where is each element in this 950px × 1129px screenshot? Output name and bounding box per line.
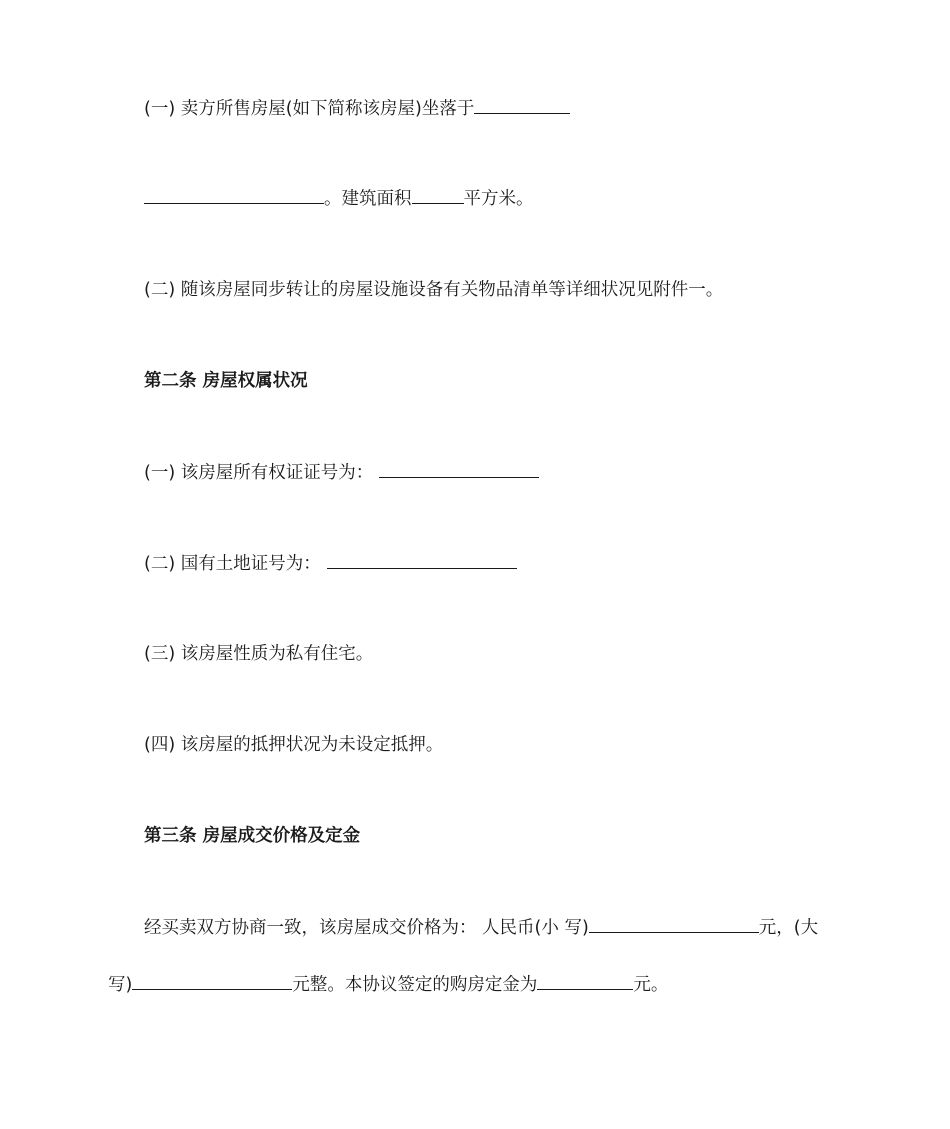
area-label: 。建筑面积: [324, 189, 412, 209]
clause-2-1: [144, 460, 539, 485]
clause-3-para-cont: [108, 972, 668, 997]
price-text: 经买卖双方协商一致，该房屋成交价格为： 人民币(小 写): [144, 918, 589, 938]
deposit-unit: 元。: [633, 975, 669, 995]
clause-2-2-text: (二) 国有土地证号为：: [144, 554, 321, 574]
article-3-heading: 第三条 房屋成交价格及定金: [144, 826, 361, 846]
ownership-cert-blank[interactable]: [379, 460, 539, 478]
clause-2-2: [144, 551, 517, 576]
land-cert-blank[interactable]: [327, 551, 517, 569]
deposit-text: 元整。本协议签定的购房定金为: [292, 975, 538, 995]
article-2-heading: 第二条 房屋权属状况: [144, 371, 308, 391]
price-small-blank[interactable]: [589, 915, 759, 933]
clause-3-para: [144, 915, 818, 940]
area-unit: 平方米。: [463, 189, 534, 209]
deposit-blank[interactable]: [537, 972, 633, 990]
clause-1-2: (二) 随该房屋同步转让的房屋设施设备有关物品清单等详细状况见附件一。: [144, 280, 724, 300]
clause-1-1-text: (一) 卖方所售房屋(如下简称该房屋)坐落于: [144, 99, 475, 119]
clause-2-1-text: (一) 该房屋所有权证证号为：: [144, 463, 374, 483]
area-blank[interactable]: [412, 186, 464, 204]
price-big-blank[interactable]: [132, 972, 292, 990]
address-blank-cont[interactable]: [144, 186, 324, 204]
clause-2-4: (四) 该房屋的抵押状况为未设定抵押。: [144, 735, 444, 755]
price-tail: 元，(大: [758, 918, 819, 938]
price-big-label: 写): [108, 975, 133, 995]
clause-1-1: [144, 96, 570, 121]
clause-1-1-cont: [144, 186, 534, 211]
clause-2-3: (三) 该房屋性质为私有住宅。: [144, 644, 374, 664]
address-blank[interactable]: [474, 96, 570, 114]
